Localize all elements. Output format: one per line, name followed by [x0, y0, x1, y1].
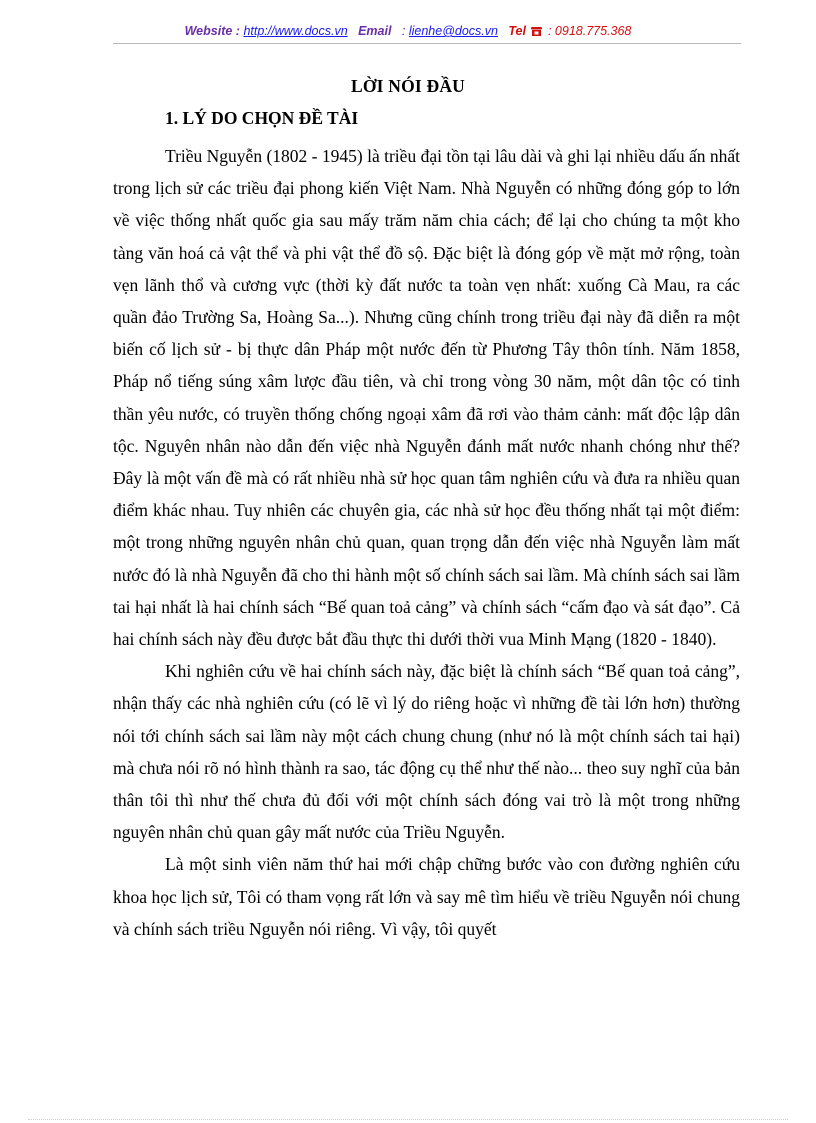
phone-number: : 0918.775.368: [547, 24, 632, 38]
paragraph: Là một sinh viên năm thứ hai mới chập chững bước vào con đường nghiên cứu khoa học lịch sử, Tôi có tham vọng rất lớn và say mê tìm hiểu về triều Nguyễn nói chung và chính sách triều Nguyễn nói riêng. Vì vậy, tôi quyết: [113, 854, 740, 939]
telephone-icon: [531, 25, 542, 35]
email-link[interactable]: lienhe@docs.vn: [408, 24, 498, 38]
email-label: Email: [358, 24, 392, 38]
email-separator: :: [401, 24, 406, 38]
document-body: [113, 140, 740, 945]
paragraph: Triều Nguyễn (1802 - 1945) là triều đại tồn tại lâu dài và ghi lại nhiều dấu ấn nhất trong lịch sử các triều đại phong kiến Việt Nam. Nhà Nguyễn có những đóng góp to lớn về việc thống nhất quốc gia sau mấy trăm năm chia cách; để lại cho chúng ta một kho tàng văn hoá cả vật thể và phi vật thể đồ sộ. Đặc biệt là đóng góp về mặt mở rộng, toàn vẹn lãnh thổ và cương vực (thời kỳ đất nước ta toàn vẹn nhất: xuống Cà Mau, ra các quần đảo Trường Sa, Hoàng Sa...). Nhưng cũng chính trong triều đại này đã diễn ra một biến cố lịch sử - bị thực dân Pháp một nước đến từ Phương Tây thôn tính. Năm 1858, Pháp nổ tiếng súng xâm lược đầu tiên, và chỉ trong vòng 30 năm, một dân tộc có tinh thần yêu nước, có truyền thống chống ngoại xâm đã rơi vào thảm cảnh: mất độc lập dân tộc. Nguyên nhân nào dẫn đến việc nhà Nguyễn đánh mất nước nhanh chóng như thế? Đây là một vấn đề mà có rất nhiều nhà sử học quan tâm nghiên cứu và đưa ra nhiều quan điểm khác nhau. Tuy nhiên các chuyên gia, các nhà sử học đều thống nhất tại một điểm: một trong những nguyên nhân chủ quan, quan trọng dẫn đến việc nhà Nguyễn làm mất nước đó là nhà Nguyễn đã cho thi hành một số chính sách sai lầm. Mà chính sách sai lầm tai hại nhất là hai chính sách “Bế quan toả cảng” và chính sách “cấm đạo và sát đạo”. Cả hai chính sách này đều được bắt đầu thực thi dưới thời vua Minh Mạng (1820 - 1840).: [113, 146, 740, 650]
header-divider: [113, 43, 741, 44]
section-heading: 1. LÝ DO CHỌN ĐỀ TÀI: [165, 108, 359, 128]
document-title: LỜI NÓI ĐẦU: [350, 76, 466, 96]
page-header: [0, 24, 816, 38]
website-label: Website :: [184, 24, 240, 38]
tel-label: Tel: [508, 24, 526, 38]
footer-divider: [28, 1119, 788, 1120]
paragraph: Khi nghiên cứu về hai chính sách này, đặc biệt là chính sách “Bế quan toả cảng”, nhận thấy các nhà nghiên cứu (có lẽ vì lý do riêng hoặc vì những đề tài lớn hơn) thường nói tới chính sách sai lầm này một cách chung chung (như nó là một chính sách tai hại) mà chưa nói rõ nó hình thành ra sao, tác động cụ thể như thế nào... theo suy nghĩ của bản thân tôi thì như thế chưa đủ đối với một chính sách đóng vai trò là một trong những nguyên nhân chủ quan gây mất nước của Triều Nguyễn.: [113, 661, 740, 843]
website-link[interactable]: http://www.docs.vn: [243, 24, 348, 38]
